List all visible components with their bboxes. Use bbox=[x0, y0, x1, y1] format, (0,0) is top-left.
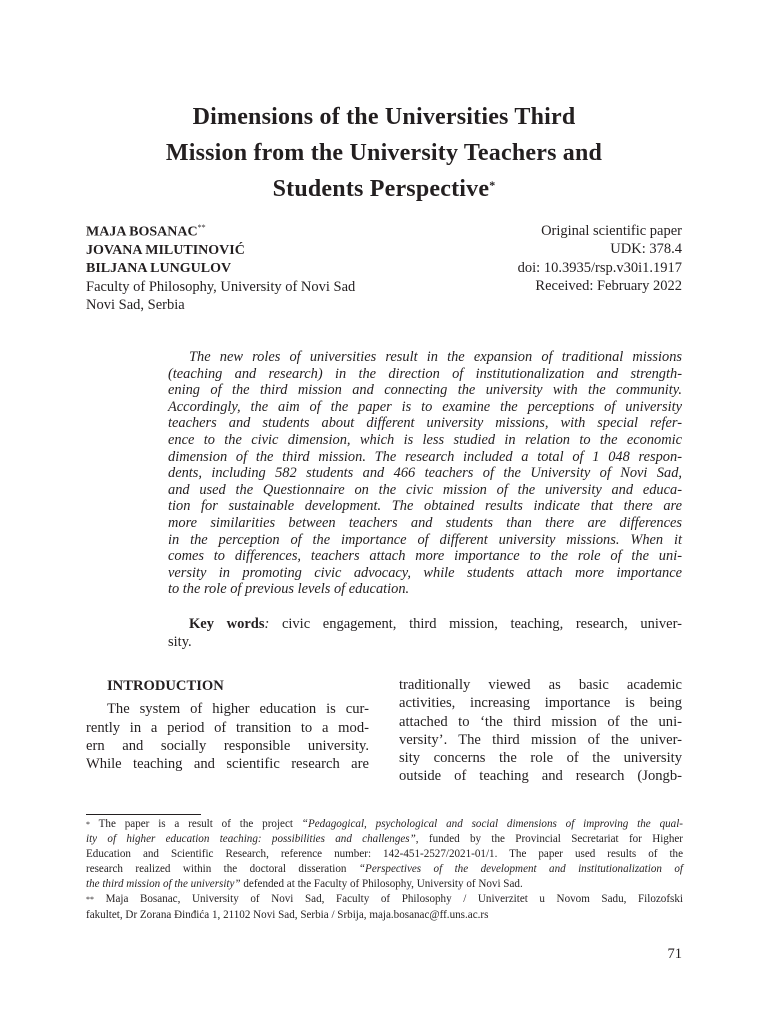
paper-title bbox=[86, 99, 682, 207]
keywords-text: civic engagement, third mission, teaching, research, univer- bbox=[269, 616, 682, 632]
author-name-text: MAJA BOSANAC bbox=[86, 224, 198, 240]
abstract-line: dents, including 582 students and 466 teachers of the University of Novi Sad, bbox=[168, 465, 682, 482]
paper-type: Original scientific paper bbox=[541, 223, 682, 239]
abstract-line: versity in promoting civic advocacy, while students attach more importance bbox=[168, 564, 682, 581]
footnote-marker: * bbox=[86, 820, 90, 829]
body-line: While teaching and scientific research are bbox=[86, 756, 369, 773]
footnote-text: defended at the Faculty of Philosophy, University of Novi Sad. bbox=[240, 878, 523, 891]
abstract-line: comes to differences, teachers attach more importance to the role of the uni- bbox=[168, 548, 682, 565]
footnote-line: fakultet, Dr Zorana Đinđića 1, 21102 Novi Sad, Serbia / Srbija, maja.bosanac@ff.uns.ac.rs bbox=[86, 908, 489, 921]
abstract-line: to the role of previous levels of education. bbox=[168, 581, 410, 598]
footnote-line bbox=[86, 892, 683, 907]
footnote-divider bbox=[86, 814, 201, 815]
abstract-line: ence to the civic dimension, which is less studied in relation to the economic bbox=[168, 431, 682, 448]
paper-metadata bbox=[362, 222, 682, 296]
footnote-marker: ** bbox=[86, 895, 94, 905]
body-line: outside of teaching and research (Jongb- bbox=[399, 768, 682, 785]
title-footnote-marker: * bbox=[489, 178, 496, 192]
keywords-separator: : bbox=[264, 616, 270, 632]
received-date: Received: February 2022 bbox=[535, 278, 682, 295]
body-column-left bbox=[86, 676, 369, 773]
abstract-line: teachers and students about different university missions, with special refer- bbox=[168, 415, 682, 432]
body-line: versity’. The third mission of the univer- bbox=[399, 731, 682, 748]
footnote-text: research realized within the doctoral disseration bbox=[86, 863, 359, 876]
keywords-label: Key words bbox=[189, 616, 265, 632]
body-line: rently in a period of transition to a mod- bbox=[86, 719, 369, 736]
footnote-italic-text: the third mission of the university” bbox=[86, 878, 241, 891]
affiliation-line-2: Novi Sad, Serbia bbox=[86, 297, 185, 314]
footnote-line bbox=[86, 877, 683, 892]
abstract-line: tion for sustainable development. The obtained results indicate that there are bbox=[168, 498, 682, 515]
body-column-right bbox=[399, 676, 682, 786]
page-number: 71 bbox=[667, 946, 682, 962]
footnote-line bbox=[86, 832, 683, 847]
footnote-text: The paper is a result of the project bbox=[90, 818, 302, 830]
title-line-1: Dimensions of the Universities Third bbox=[192, 104, 576, 130]
title-line-3 bbox=[86, 171, 682, 207]
title-line-2: Mission from the University Teachers and bbox=[165, 140, 603, 166]
author-name: BILJANA LUNGULOV bbox=[86, 260, 232, 276]
footnote-line bbox=[86, 862, 683, 877]
footnote-line bbox=[86, 817, 683, 832]
footnote-italic-text: “Perspectives of the development and institutionalization of bbox=[358, 863, 683, 876]
footnote-text: Maja Bosanac, University of Novi Sad, Faculty of Philosophy / Univerzitet u Novom Sadu, Filozofski bbox=[94, 893, 683, 906]
footnote-line: Education and Scientific Research, reference number: 142-451-2527/2021-01/1. The paper used results of the bbox=[86, 848, 683, 861]
author-footnote-marker: ** bbox=[197, 223, 206, 232]
footnotes bbox=[86, 817, 683, 923]
abstract-line: Accordingly, the aim of the paper is to examine the perceptions of university bbox=[168, 398, 682, 415]
doi-link[interactable]: doi: 10.3935/rsp.v30i1.1917 bbox=[517, 259, 682, 276]
abstract-line: The new roles of universities result in the expansion of traditional missions bbox=[189, 349, 682, 365]
author-name: JOVANA MILUTINOVIĆ bbox=[86, 242, 245, 258]
abstract bbox=[168, 349, 682, 598]
abstract-line: in the perception of the importance of different university missions. When it bbox=[168, 531, 682, 548]
footnote-italic-text: ity of higher education teaching: possibilities and challenges” bbox=[86, 833, 416, 846]
keywords-line-2: sity. bbox=[168, 634, 192, 650]
section-heading-introduction: INTRODUCTION bbox=[107, 678, 224, 694]
abstract-line: and used the Questionnaire on the civic mission of the university and educa- bbox=[168, 481, 682, 498]
body-line: The system of higher education is cur- bbox=[107, 701, 369, 718]
footnote-text: , funded by the Provincial Secretariat for Higher bbox=[415, 833, 683, 846]
keywords-line-1 bbox=[168, 615, 682, 633]
body-line: attached to ‘the third mission of the uni- bbox=[399, 713, 682, 730]
body-line: traditionally viewed as basic academic bbox=[399, 677, 682, 693]
abstract-line: dimension of the third mission. The research included a total of 1 048 respon- bbox=[168, 448, 682, 465]
abstract-line: more similarities between teachers and students than there are differences bbox=[168, 514, 682, 531]
affiliation-line-1: Faculty of Philosophy, University of Novi Sad bbox=[86, 278, 356, 295]
abstract-line: (teaching and research) in the direction of institutionalization and strength- bbox=[168, 365, 682, 382]
body-line: activities, increasing importance is being bbox=[399, 695, 682, 712]
abstract-line: ening of the third mission and connecting the university with the community. bbox=[168, 382, 682, 399]
body-line: ern and socially responsible university. bbox=[86, 737, 369, 754]
title-line-3-text: Students Perspective bbox=[272, 176, 490, 202]
keywords bbox=[168, 615, 682, 651]
footnote-italic-text: “Pedagogical, psychological and social dimensions of improving the qual- bbox=[301, 818, 683, 830]
udk-code: UDK: 378.4 bbox=[610, 241, 682, 258]
body-line: sity concerns the role of the university bbox=[399, 750, 682, 767]
